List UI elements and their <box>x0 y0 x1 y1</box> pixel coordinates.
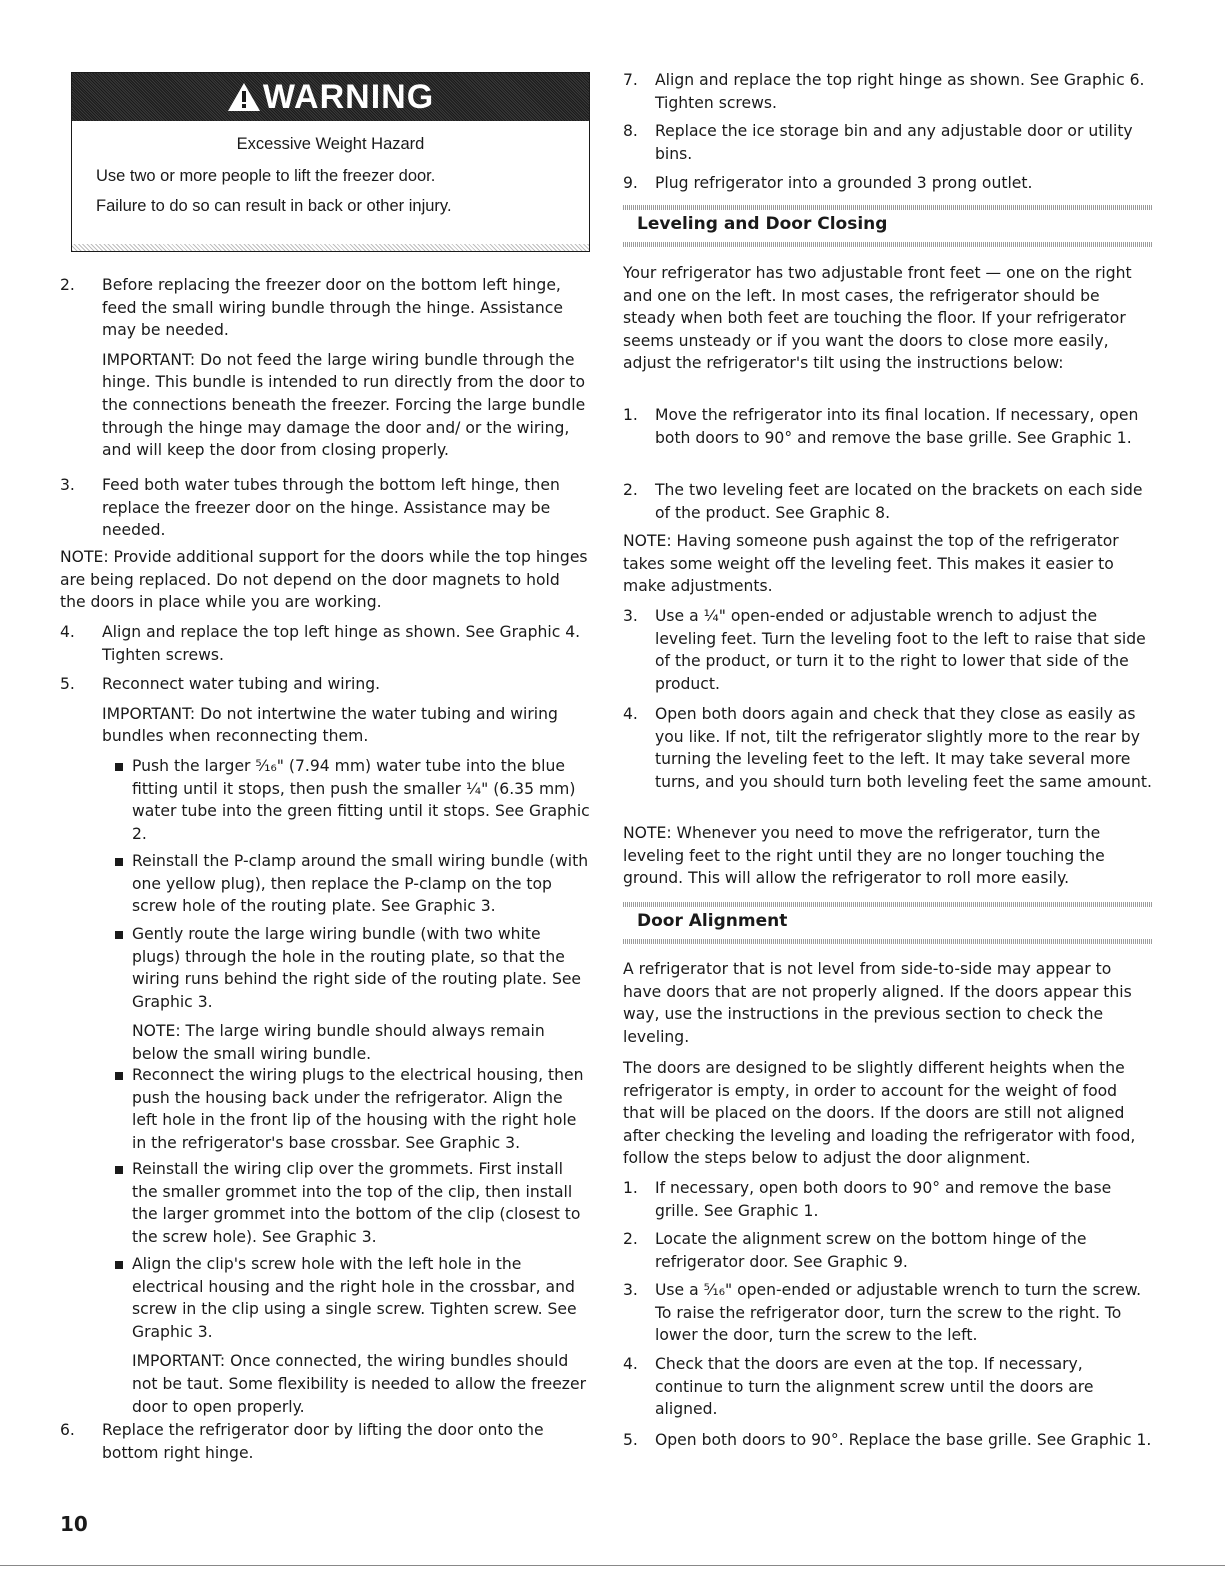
note-text: Having someone push against the top of the refrigerator takes some weight off the leveling feet. This makes it easier to make adjustments. <box>623 532 1119 596</box>
note-text: The large wiring bundle should always remain below the small wiring bundle. <box>132 1022 545 1063</box>
leveling-note-2 <box>623 822 1153 890</box>
warning-triangle-icon <box>227 82 261 112</box>
bullet-text: Push the larger ⁵⁄₁₆" (7.94 mm) water tube into the blue fitting until it stops, then push the smaller ¹⁄₄" (6.35 mm) water tube into the green fitting until it stops. See Graphic 2. <box>132 757 590 843</box>
section-alignment-heading <box>623 902 1153 944</box>
step-number: 1. <box>623 406 638 424</box>
bullet-important <box>132 1350 590 1418</box>
warning-banner <box>72 73 589 121</box>
important-text: Do not intertwine the water tubing and wiring bundles when reconnecting them. <box>102 704 558 746</box>
warning-line-1: Use two or more people to lift the freezer door. <box>96 167 436 185</box>
bullet-reconnect-plugs <box>60 1064 590 1154</box>
bullet-square-icon <box>115 931 123 939</box>
step-text: Use a ¹⁄₄" open-ended or adjustable wrench to adjust the leveling feet. Turn the leveling foot to the left to raise that side of the product, or turn it to the right to lower that side of the product. <box>655 607 1146 693</box>
warning-bottom-bar <box>72 244 589 251</box>
step-text: Replace the refrigerator door by lifting the door onto the bottom right hinge. <box>102 1421 544 1462</box>
step-number: 6. <box>60 1421 75 1439</box>
step-text: Before replacing the freezer door on the bottom left hinge, feed the small wiring bundle through the hinge. Assistance may be needed. <box>102 276 563 340</box>
bullet-square-icon <box>115 858 123 866</box>
page-number: 10 <box>60 1512 88 1536</box>
note-label: NOTE: <box>623 824 672 842</box>
bullet-p-clamp <box>60 850 590 918</box>
footer-rule <box>0 1565 1225 1566</box>
alignment-step-3 <box>623 1279 1153 1347</box>
bullet-wiring-clip <box>60 1158 590 1248</box>
alignment-para-1: A refrigerator that is not level from side-to-side may appear to have doors that are not properly aligned. If the doors appear this way, use the instructions in the previous section to check the leveling. <box>623 960 1132 1046</box>
bullet-square-icon <box>115 1166 123 1174</box>
bullet-text: Align the clip's screw hole with the left hole in the electrical housing and the right hole in the crossbar, and screw in the clip using a single screw. Tighten screw. See Graphic 3. <box>132 1255 577 1341</box>
step-number: 5. <box>60 675 75 693</box>
leveling-note-1 <box>623 530 1153 598</box>
warning-heading: Excessive Weight Hazard <box>236 135 425 153</box>
step-text: Plug refrigerator into a grounded 3 prong outlet. <box>655 174 1033 192</box>
step-number: 1. <box>623 1179 638 1197</box>
bullet-square-icon <box>115 1072 123 1080</box>
step-text: Feed both water tubes through the bottom left hinge, then replace the freezer door on the hinge. Assistance may be needed. <box>102 476 560 540</box>
section-leveling-heading <box>623 205 1153 247</box>
bullet-route-bundle <box>60 923 590 1066</box>
note-text: Whenever you need to move the refrigerator, turn the leveling feet to the right until they are no longer touching the ground. This will allow the refrigerator to roll more easily. <box>623 824 1105 888</box>
step-6 <box>60 1419 590 1464</box>
step-5 <box>60 673 590 748</box>
bullet-note <box>132 1020 590 1065</box>
alignment-step-5 <box>623 1429 1153 1452</box>
step-number: 5. <box>623 1431 638 1449</box>
heading-rule-top <box>623 902 1153 907</box>
step-text: Open both doors again and check that they close as easily as you like. If not, tilt the refrigerator slightly more to the rear by turning the leveling feet to the left. It may take several more turns, and you should turn both leveling feet the same amount. <box>655 705 1152 791</box>
important-label: IMPORTANT: <box>102 704 196 723</box>
step-text: Align and replace the top left hinge as shown. See Graphic 4. Tighten screws. <box>102 623 581 664</box>
section-title: Leveling and Door Closing <box>637 214 888 234</box>
step-text: Align and replace the top right hinge as shown. See Graphic 6. Tighten screws. <box>655 71 1145 112</box>
leveling-step-2 <box>623 479 1153 524</box>
warning-title: WARNING <box>262 77 435 116</box>
step-text: Open both doors to 90°. Replace the base grille. See Graphic 1. <box>655 1431 1152 1449</box>
warning-line-2: Failure to do so can result in back or other injury. <box>96 197 452 215</box>
bullet-text: Gently route the large wiring bundle (with two white plugs) through the hole in the routing plate, so that the wiring runs behind the right side of the routing plate. See Graphic 3. <box>132 925 582 1011</box>
bullet-square-icon <box>115 763 123 771</box>
bullet-text: Reinstall the wiring clip over the grommets. First install the smaller grommet into the top of the clip, then install the larger grommet into the bottom of the clip (closest to the screw hole). See Graphic 3. <box>132 1160 581 1246</box>
note-text: Provide additional support for the doors while the top hinges are being replaced. Do not depend on the door magnets to hold the doors in place while you are working. <box>60 548 588 612</box>
note-support <box>60 546 590 614</box>
step-number: 2. <box>60 276 75 294</box>
step-2 <box>60 274 590 462</box>
step-7 <box>623 69 1153 114</box>
heading-rule-top <box>623 205 1153 210</box>
note-label: NOTE: <box>132 1022 181 1041</box>
step-text: Replace the ice storage bin and any adjustable door or utility bins. <box>655 122 1133 163</box>
step-number: 8. <box>623 122 638 140</box>
important-text: Once connected, the wiring bundles should not be taut. Some flexibility is needed to allow the freezer door to open properly. <box>132 1352 587 1416</box>
alignment-step-4 <box>623 1353 1153 1421</box>
leveling-step-4 <box>623 703 1153 793</box>
step-9 <box>623 172 1153 195</box>
heading-rule-bottom <box>623 242 1153 247</box>
warning-body <box>72 134 589 216</box>
step-number: 7. <box>623 71 638 89</box>
step-number: 2. <box>623 481 638 499</box>
note-label: NOTE: <box>623 532 672 550</box>
step-text: Check that the doors are even at the top. If necessary, continue to turn the alignment screw until the doors are aligned. <box>655 1355 1094 1419</box>
step-3 <box>60 474 590 542</box>
bullet-text: Reconnect the wiring plugs to the electrical housing, then push the housing back under the refrigerator. Align the left hole in the front lip of the housing with the right hole in the refrigerator's base crossbar. See Graphic 3. <box>132 1066 584 1152</box>
step-number: 2. <box>623 1230 638 1248</box>
step-number: 4. <box>623 1355 638 1373</box>
heading-rule-bottom <box>623 939 1153 944</box>
alignment-step-1 <box>623 1177 1153 1222</box>
step-number: 4. <box>60 623 75 641</box>
note-label: NOTE: <box>60 548 109 566</box>
step-4 <box>60 621 590 666</box>
leveling-intro: Your refrigerator has two adjustable front feet — one on the right and one on the left. In most cases, the refrigerator should be steady when both feet are touching the floor. If your refrigerator seems unsteady or if you want the doors to close more easily, adjust the refrigerator's tilt using the instructions below: <box>623 264 1132 373</box>
bullet-align-clip <box>60 1253 590 1418</box>
warning-title-wrap <box>227 78 434 117</box>
step-text: Locate the alignment screw on the bottom hinge of the refrigerator door. See Graphic 9. <box>655 1230 1087 1271</box>
important-note <box>102 349 590 462</box>
step-number: 3. <box>623 1281 638 1299</box>
section-title: Door Alignment <box>637 911 788 931</box>
warning-box <box>71 72 590 252</box>
step-text: Reconnect water tubing and wiring. <box>102 675 381 693</box>
alignment-para-2: The doors are designed to be slightly different heights when the refrigerator is empty, in order to account for the weight of food that will be placed on the doors. If the doors are still not aligned after checking the leveling and loading the refrigerator with food, follow the steps below to adjust the door alignment. <box>623 1059 1136 1168</box>
step-text: Move the refrigerator into its final location. If necessary, open both doors to 90° and remove the base grille. See Graphic 1. <box>655 406 1139 447</box>
step-number: 3. <box>623 607 638 625</box>
alignment-step-2 <box>623 1228 1153 1273</box>
leveling-step-3 <box>623 605 1153 695</box>
step-text: If necessary, open both doors to 90° and remove the base grille. See Graphic 1. <box>655 1179 1112 1220</box>
leveling-step-1 <box>623 404 1153 449</box>
bullet-water-tube <box>60 755 590 845</box>
step-number: 9. <box>623 174 638 192</box>
step-number: 4. <box>623 705 638 723</box>
bullet-text: Reinstall the P-clamp around the small wiring bundle (with one yellow plug), then replace the P-clamp on the top screw hole of the routing plate. See Graphic 3. <box>132 852 589 916</box>
important-label: IMPORTANT: <box>132 1352 226 1371</box>
step-text: The two leveling feet are located on the brackets on each side of the product. See Graphic 8. <box>655 481 1143 522</box>
important-label: IMPORTANT: <box>102 350 196 369</box>
step-number: 3. <box>60 476 75 494</box>
important-note <box>102 703 590 748</box>
step-8 <box>623 120 1153 165</box>
bullet-square-icon <box>115 1261 123 1269</box>
important-text: Do not feed the large wiring bundle through the hinge. This bundle is intended to run directly from the door to the connections beneath the freezer. Forcing the large bundle through the hinge may damage the door and/ or the wiring, and will keep the door from closing properly. <box>102 350 586 460</box>
step-text: Use a ⁵⁄₁₆" open-ended or adjustable wrench to turn the screw. To raise the refrigerator door, turn the screw to the right. To lower the door, turn the screw to the left. <box>655 1281 1142 1345</box>
